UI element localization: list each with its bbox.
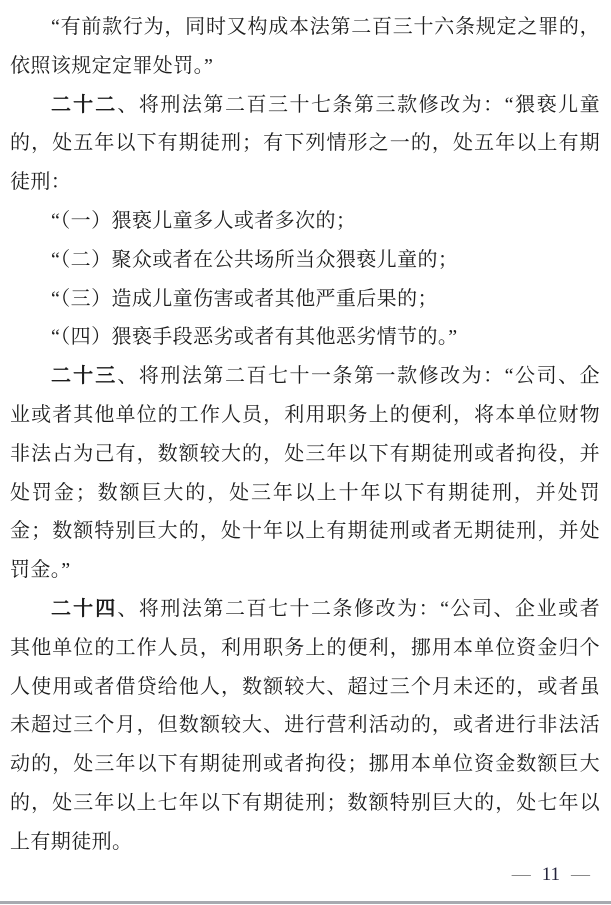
text-line: 罚金。” xyxy=(10,559,71,582)
text-line: 其他单位的工作人员，利用职务上的便利，挪用本单位资金归个 xyxy=(10,636,600,659)
text-line: 的，处五年以下有期徒刑；有下列情形之一的，处五年以上有期 xyxy=(10,132,600,155)
footer-dash-right: — xyxy=(571,864,590,885)
text-line: 非法占为己有，数额较大的，处三年以下有期徒刑或者拘役，并 xyxy=(10,442,600,465)
section-number: 二十三 xyxy=(51,365,118,388)
text-line: 徒刑： xyxy=(10,171,72,194)
section-number: 二十二 xyxy=(51,93,118,116)
text-line: 金；数额特别巨大的，处十年以上有期徒刑或者无期徒刑，并处 xyxy=(10,520,600,543)
page-number: 11 xyxy=(541,864,560,885)
list-item: “（一）猥亵儿童多人或者多次的； xyxy=(51,209,357,232)
section-number: 二十四 xyxy=(51,597,118,620)
page-footer xyxy=(512,862,590,888)
section-heading-line xyxy=(10,86,600,125)
document-content xyxy=(10,8,600,862)
text-line: “有前款行为，同时又构成本法第二百三十六条规定之罪的， xyxy=(51,16,600,38)
page-separator-line xyxy=(0,901,611,904)
list-item: “（二）聚众或者在公共场所当众猥亵儿童的； xyxy=(51,248,459,271)
section-heading-line xyxy=(10,590,600,629)
section-text: 、将刑法第二百三十七条第三款修改为：“猥亵儿童 xyxy=(117,93,601,116)
text-line: 动的，处三年以下有期徒刑或者拘役；挪用本单位资金数额巨大 xyxy=(10,753,600,776)
text-line: 业或者其他单位的工作人员，利用职务上的便利，将本单位财物 xyxy=(10,403,600,426)
list-item: “（三）造成儿童伤害或者其他严重后果的； xyxy=(51,287,438,310)
text-line: 处罚金；数额巨大的，处三年以上十年以下有期徒刑，并处罚 xyxy=(10,481,600,504)
section-heading-line xyxy=(10,357,600,396)
text-line: 上有期徒刑。 xyxy=(10,830,133,853)
section-text: 、将刑法第二百七十二条修改为：“公司、企业或者 xyxy=(117,597,601,620)
text-line: 未超过三个月，但数额较大、进行营利活动的，或者进行非法活 xyxy=(10,714,600,737)
text-line: 人使用或者借贷给他人，数额较大、超过三个月未还的，或者虽 xyxy=(10,675,600,698)
text-line: 依照该规定定罪处罚。” xyxy=(10,54,214,77)
text-line: 的，处三年以上七年以下有期徒刑；数额特别巨大的，处七年以 xyxy=(10,791,600,814)
list-item: “（四）猥亵手段恶劣或者有其他恶劣情节的。” xyxy=(51,326,458,349)
section-text: 、将刑法第二百七十一条第一款修改为：“公司、企 xyxy=(117,365,601,388)
footer-dash-left: — xyxy=(511,864,531,885)
